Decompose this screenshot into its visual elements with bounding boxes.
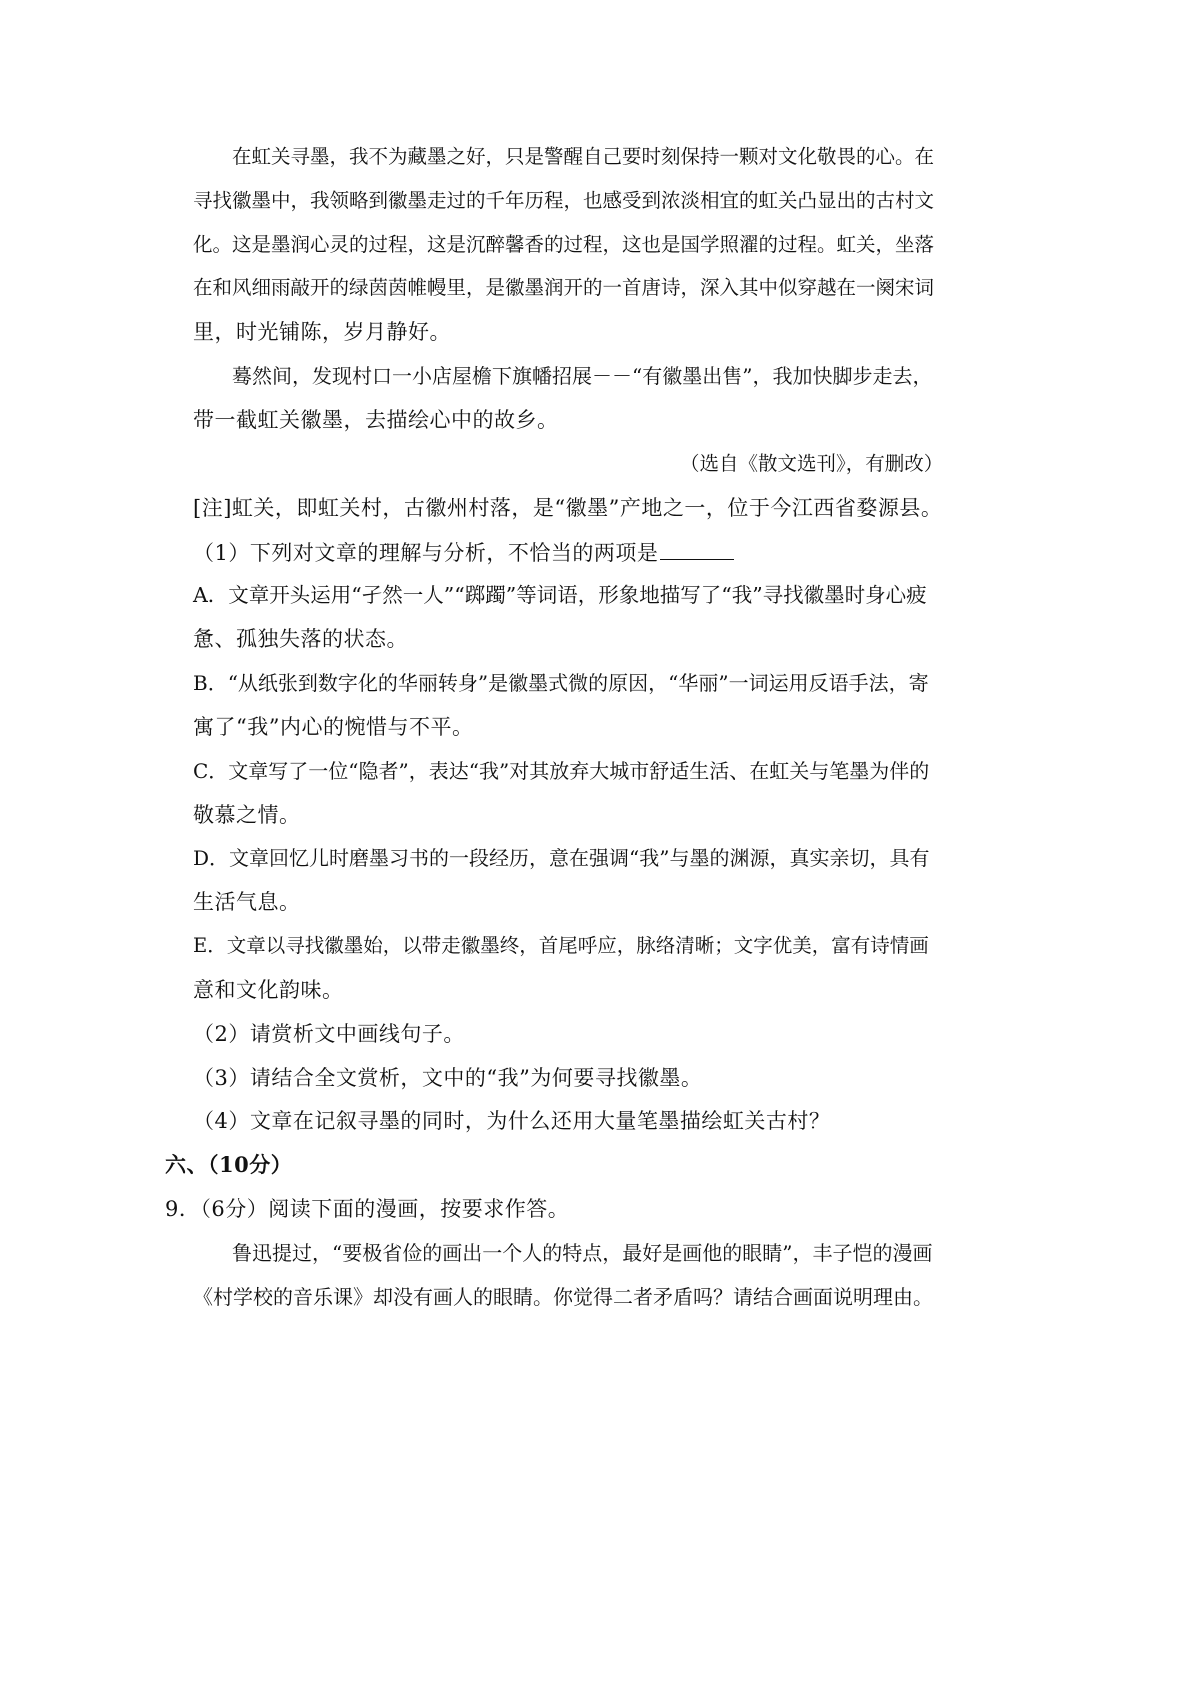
passage-source: （选自《散文选刊》，有删改） [680,452,944,475]
option-c-line-2: 敬慕之情。 [193,803,301,827]
passage-p1-line-1: 在虹关寻墨，我不为藏墨之好，只是警醒自己要时刻保持一颗对文化敬畏的心。在 [232,145,935,168]
passage-p1-line-2: 寻找徽墨中，我领略到徽墨走过的千年历程，也感受到浓淡相宜的虹关凸显出的古村文 [193,189,935,212]
passage-p2-line-1: 蓦然间，发现村口一小店屋檐下旗幡招展－－“有徽墨出售”，我加快脚步走去， [232,364,933,388]
option-b-line-2: 寓了“我”内心的惋惜与不平。 [193,715,474,739]
passage-p2-line-2: 带一截虹关徽墨，去描绘心中的故乡。 [193,408,559,432]
passage-p1-line-5: 里，时光铺陈，岁月静好。 [193,320,451,344]
question-4: （4）文章在记叙寻墨的同时，为什么还用大量笔墨描绘虹关古村？ [193,1109,831,1133]
option-a-line-1: A．文章开头运用“孑然一人”“踯躅”等词语，形象地描写了“我”寻找徽墨时身心疲 [193,583,927,607]
passage-p1-line-3: 化。这是墨润心灵的过程，这是沉醉馨香的过程，这也是国学照濯的过程。虹关，坐落 [193,233,935,256]
option-e-line-2: 意和文化韵味。 [193,978,344,1002]
passage-note: [注]虹关，即虹关村，古徽州村落，是“徽墨”产地之一，位于今江西省婺源县。 [193,496,943,520]
question-1 [193,537,734,568]
section-6-heading: 六、（10分） [165,1152,293,1177]
question-9-title: 9．（6分）阅读下面的漫画，按要求作答。 [165,1197,570,1221]
option-a-line-2: 惫、孤独失落的状态。 [193,627,408,651]
option-e-line-1: E．文章以寻找徽墨始，以带走徽墨终，首尾呼应，脉络清晰；文字优美，富有诗情画 [193,934,929,957]
question-1-text: （1）下列对文章的理解与分析，不恰当的两项是 [193,541,659,565]
question-9-body-line-2: 《村学校的音乐课》却没有画人的眼睛。你觉得二者矛盾吗？请结合画面说明理由。 [193,1285,933,1309]
question-2: （2）请赏析文中画线句子。 [193,1022,465,1046]
option-b-line-1: B．“从纸张到数字化的华丽转身”是徽墨式微的原因，“华丽”一词运用反语手法，寄 [193,671,929,695]
question-3: （3）请结合全文赏析，文中的“我”为何要寻找徽墨。 [193,1066,703,1090]
passage-p1-line-4: 在和风细雨敲开的绿茵茵帷幔里，是徽墨润开的一首唐诗，深入其中似穿越在一阕宋词 [193,276,935,299]
option-d-line-2: 生活气息。 [193,890,301,914]
option-c-line-1: C．文章写了一位“隐者”，表达“我”对其放弃大城市舒适生活、在虹关与笔墨为伴的 [193,759,930,783]
answer-blank [660,537,734,560]
question-9-body-line-1: 鲁迅提过，“要极省俭的画出一个人的特点，最好是画他的眼睛”，丰子恺的漫画 [232,1241,933,1265]
option-d-line-1: D．文章回忆儿时磨墨习书的一段经历，意在强调“我”与墨的渊源，真实亲切，具有 [193,846,930,870]
